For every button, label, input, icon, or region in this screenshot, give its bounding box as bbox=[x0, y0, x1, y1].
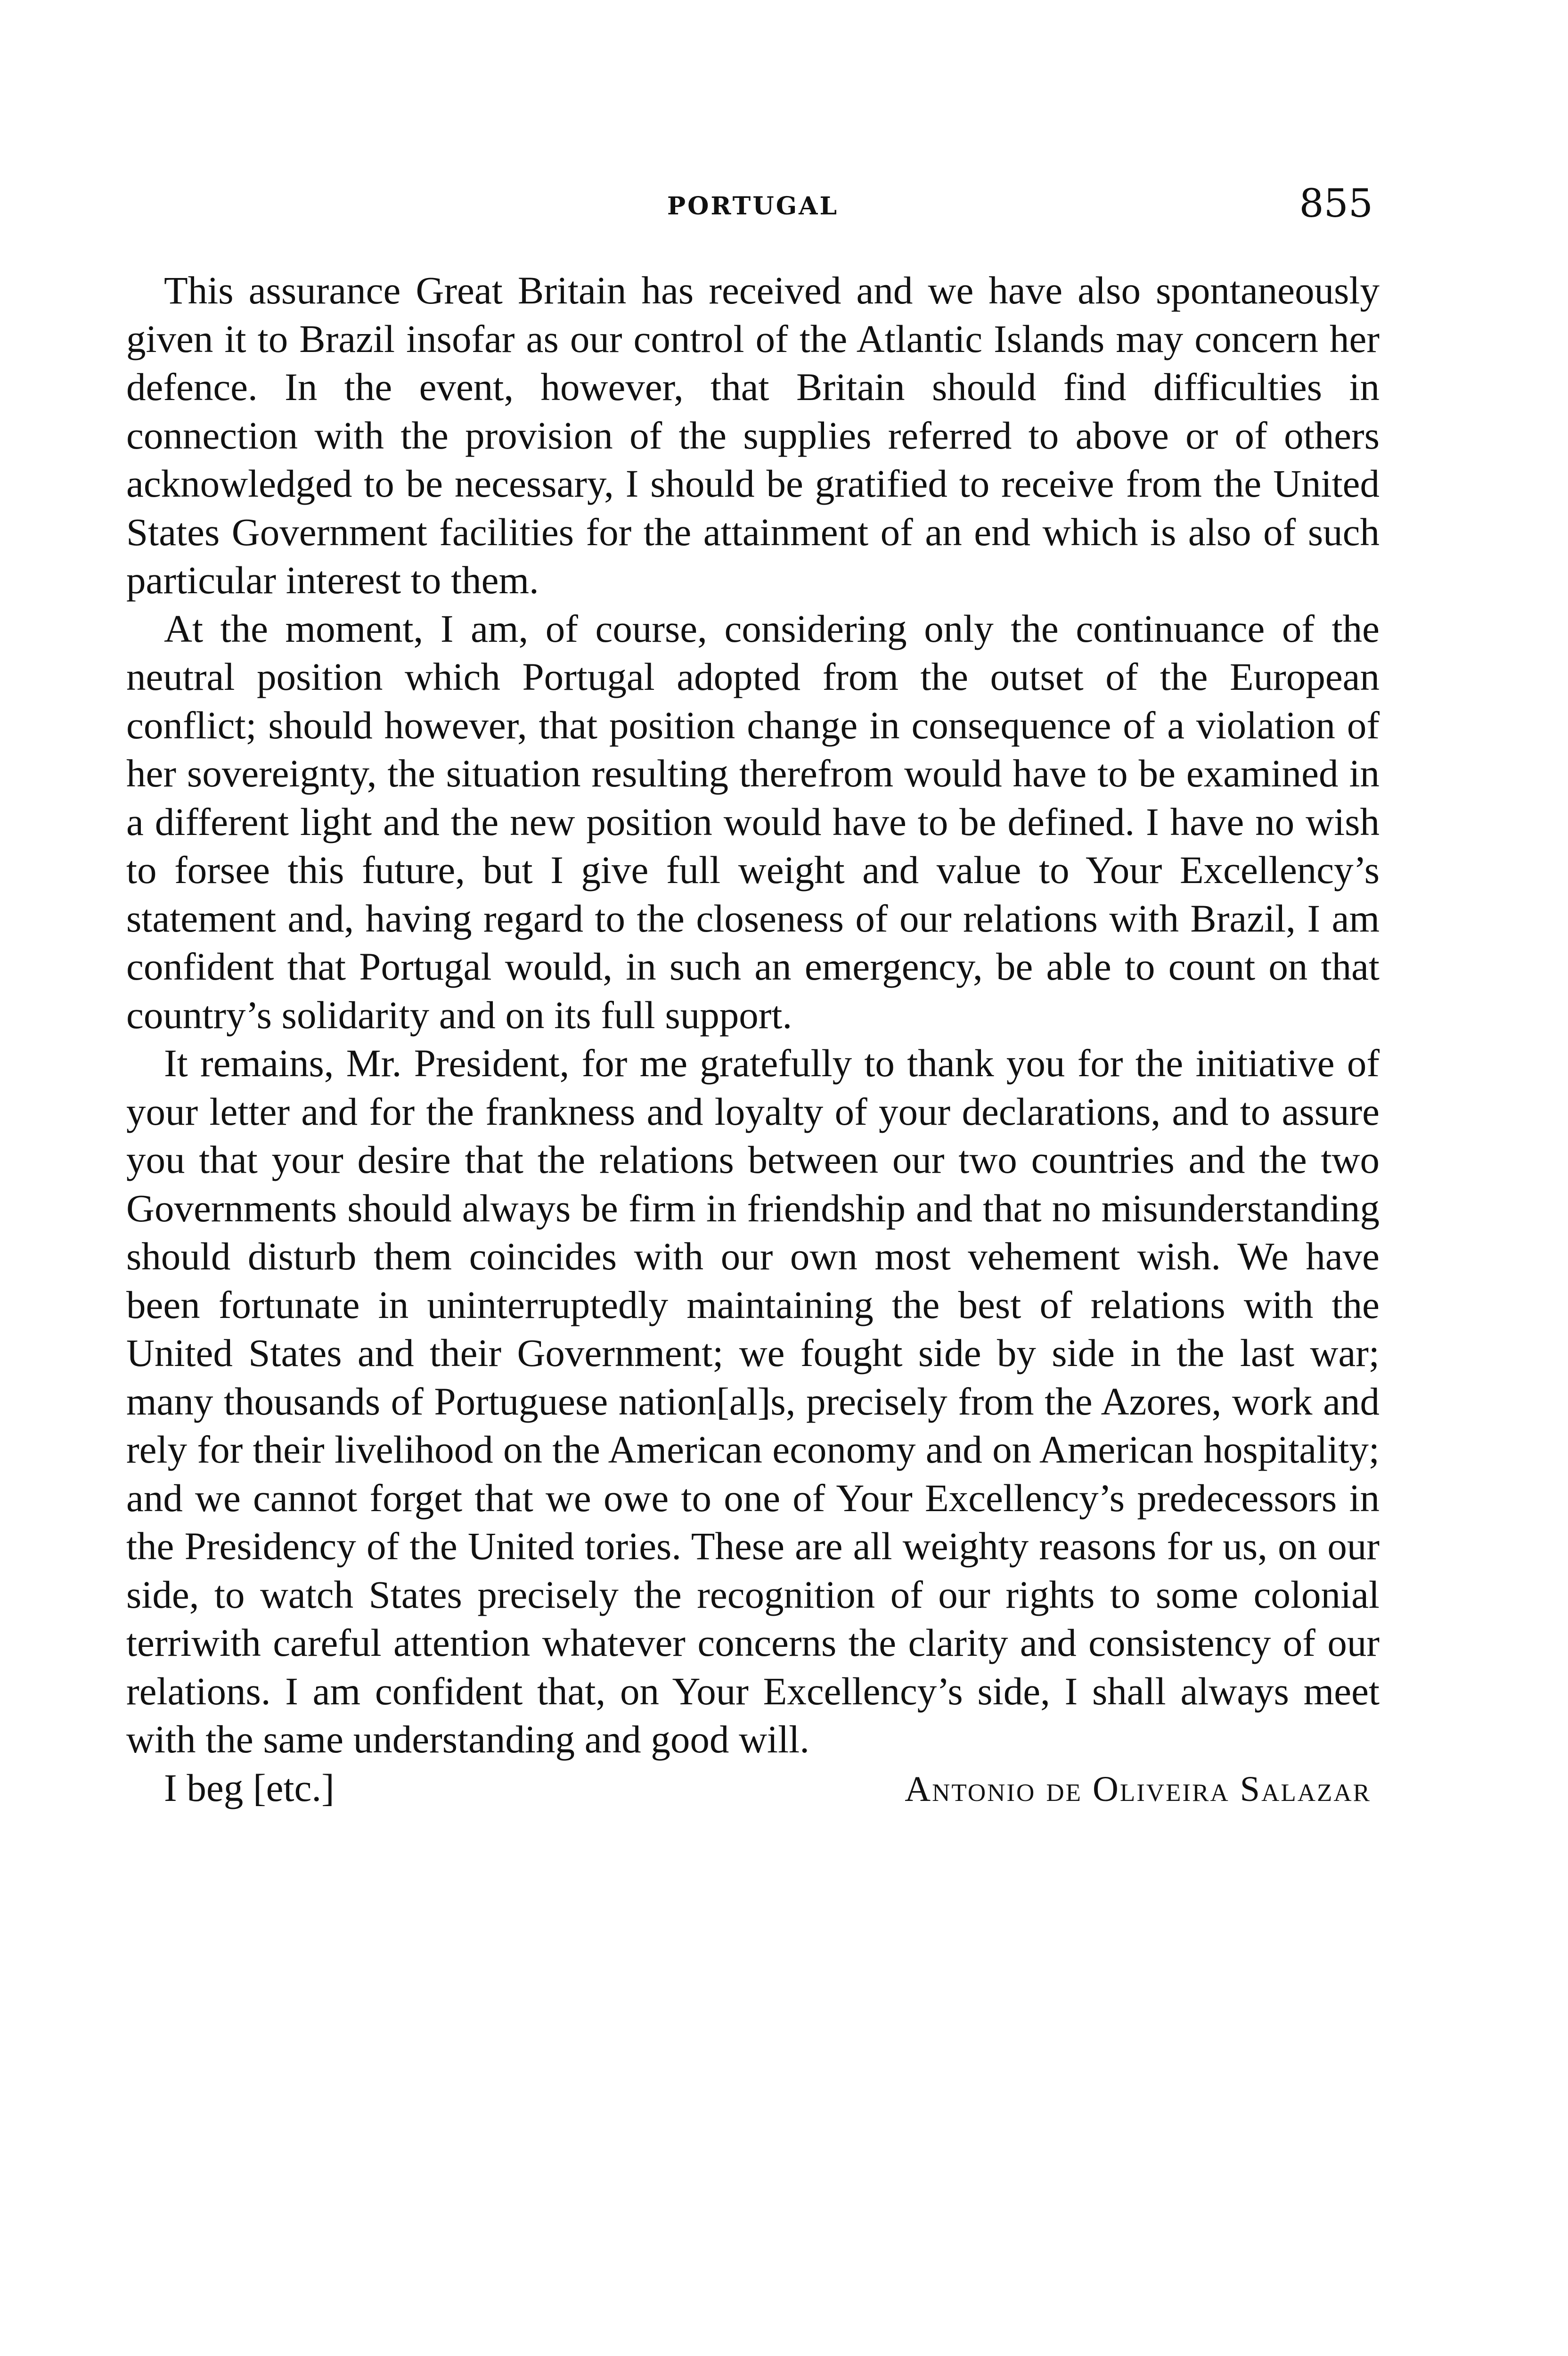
closing-text: I beg [etc.] bbox=[164, 1766, 335, 1809]
signature: Antonio de Oliveira Salazar bbox=[905, 1769, 1371, 1809]
closing-line bbox=[126, 1764, 1380, 1812]
paragraph-2: At the moment, I am, of course, considering only the continuance of the neutral position which Portugal adopted from the outset of the European conflict; should however, that position change in consequence of a violation of her sovereignty, the situation resulting therefrom would have to be examined in a different light and the new position would have to be defined. I have no wish to forsee this future, but I give full weight and value to Your Excellency’s statement and, having regard to the closeness of our relations with Brazil, I am confident that Portugal would, in such an emergency, be able to count on that country’s solidarity and on its full support. bbox=[126, 606, 1380, 1037]
page-number: 855 bbox=[1299, 181, 1373, 226]
paragraph-3: It remains, Mr. President, for me gratefully to thank you for the initiative of your letter and for the frankness and loyalty of your declarations, and to assure you that your desire that the relations between our two countries and the two Governments should always be firm in friendship and that no misunderstanding should disturb them coincides with our own most vehement wish. We have been fortunate in uninterruptedly maintaining the best of relations with the United States and their Government; we fought side by side in the last war; many thousands of Portuguese nation[al]s, precisely from the Azores, work and rely for their livelihood on the American economy and on American hospitality; and we cannot forget that we owe to one of Your Excellency’s predecessors in the Presidency of the United tories. These are all weighty reasons for us, on our side, to watch States precisely the recognition of our rights to some colonial terriwith careful attention whatever concerns the clarity and consistency of our relations. I am confident that, on Your Excellency’s side, I shall always meet with the same understanding and good will. bbox=[126, 1041, 1380, 1761]
paragraph-1: This assurance Great Britain has received and we have also spontaneously given it to Brazil insofar as our control of the Atlantic Islands may concern her defence. In the event, however, that Britain should find difficulties in connection with the provision of the supplies referred to above or of others acknowledged to be necessary, I should be gratified to receive from the United States Government facilities for the attainment of an end which is also of such particular interest to them. bbox=[126, 269, 1380, 602]
running-head: PORTUGAL bbox=[667, 192, 839, 221]
page-header bbox=[126, 181, 1380, 238]
letter-body bbox=[126, 266, 1380, 1812]
